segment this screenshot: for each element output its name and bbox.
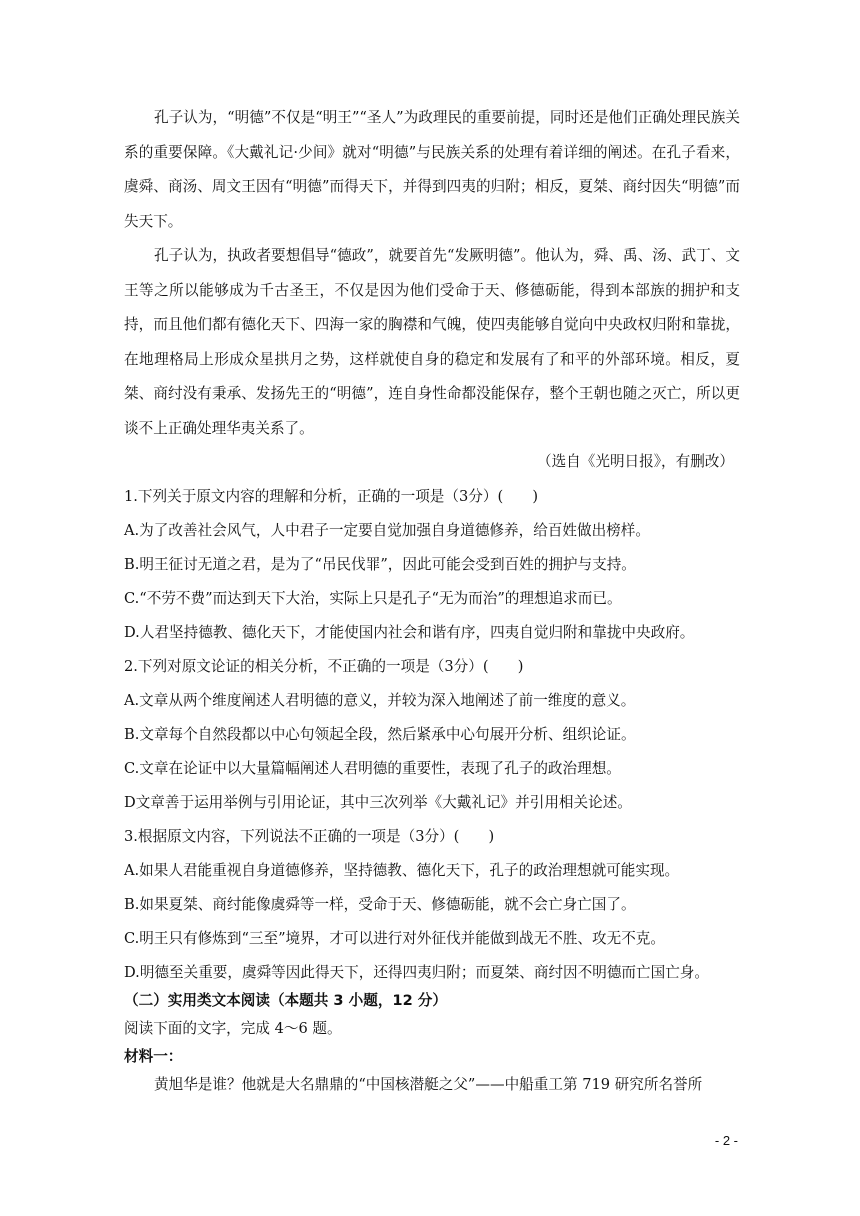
section-2-instruction: 阅读下面的文字，完成 4～6 题。	[124, 1020, 342, 1037]
question-2-option-c: C.文章在论证中以大量篇幅阐述人君明德的重要性，表现了孔子的政治理想。	[124, 760, 621, 777]
question-3-option-d: D.明德至关重要，虞舜等因此得天下，还得四夷归附；而夏桀、商纣因不明德而亡国亡身。	[124, 964, 709, 981]
question-1-option-c: C.“不劳不费”而达到天下大治，实际上只是孔子“无为而治”的理想追求而已。	[124, 590, 622, 607]
passage-paragraph-2: 孔子认为，执政者要想倡导“德政”，就要首先“发厥明德”。他认为，舜、禹、汤、武丁、文王等之所以能够成为千古圣王，不仅是因为他们受命于天、修德砺能，得到本部族的拥护和支持，而且他们都有德化天下、四海一家的胸襟和气魄，使四夷能够自觉向中央政权归附和靠拢，在地理格局上形成众星拱月之势，这样就使自身的稳定和发展有了和平的外部环境。相反，夏桀、商纣没有秉承、发扬先王的“明德”，连自身性命都没能保存，整个王朝也随之灭亡，所以更谈不上正确处理华夷关系了。	[124, 247, 740, 437]
question-2-option-d: D文章善于运用举例与引用论证，其中三次列举《大戴礼记》并引用相关论述。	[124, 794, 632, 811]
question-3-stem: 3.根据原文内容，下列说法不正确的一项是（3分）( )	[124, 828, 495, 845]
question-2-stem: 2.下列对原文论证的相关分析，不正确的一项是（3分）( )	[124, 658, 524, 675]
question-3-option-a: A.如果人君能重视自身道德修养，坚持德教、德化天下，孔子的政治理想就可能实现。	[124, 862, 680, 879]
question-1-option-d: D.人君坚持德教、德化天下，才能使国内社会和谐有序，四夷自觉归附和靠拢中央政府。	[124, 624, 695, 641]
page-number: - 2 -	[714, 1133, 738, 1148]
question-3-option-b: B.如果夏桀、商纣能像虞舜等一样，受命于天、修德砺能，就不会亡身亡国了。	[124, 896, 636, 913]
question-2-option-b: B.文章每个自然段都以中心句领起全段，然后紧承中心句展开分析、组织论证。	[124, 726, 636, 743]
passage-paragraph-1: 孔子认为，“明德”不仅是“明王”“圣人”为政理民的重要前提，同时还是他们正确处理民族关系的重要保障。《大戴礼记·少间》就对“明德”与民族关系的处理有着详细的阐述。在孔子看来，虞舜、商汤、周文王因有“明德”而得天下，并得到四夷的归附；相反，夏桀、商纣因失“明德”而失天下。	[124, 109, 740, 230]
passage-source: （选自《光明日报》，有删改）	[536, 453, 734, 470]
question-3-option-c: C.明王只有修炼到“三至”境界，才可以进行对外征伐并能做到战无不胜、攻无不克。	[124, 930, 665, 947]
question-2-option-a: A.文章从两个维度阐述人君明德的意义，并较为深入地阐述了前一维度的意义。	[124, 692, 636, 709]
section-2-heading: （二）实用类文本阅读（本题共 3 小题，12 分）	[124, 992, 447, 1009]
question-1-option-a: A.为了改善社会风气，人中君子一定要自觉加强自身道德修养，给百姓做出榜样。	[124, 522, 650, 539]
material-1-label: 材料一：	[124, 1048, 183, 1065]
material-1-text: 黄旭华是谁？他就是大名鼎鼎的“中国核潜艇之父”——中船重工第 719 研究所名誉所	[154, 1076, 703, 1093]
question-1-stem: 1.下列关于原文内容的理解和分析，正确的一项是（3分）( )	[124, 488, 539, 505]
question-1-option-b: B.明王征讨无道之君，是为了“吊民伐罪”，因此可能会受到百姓的拥护与支持。	[124, 556, 636, 573]
